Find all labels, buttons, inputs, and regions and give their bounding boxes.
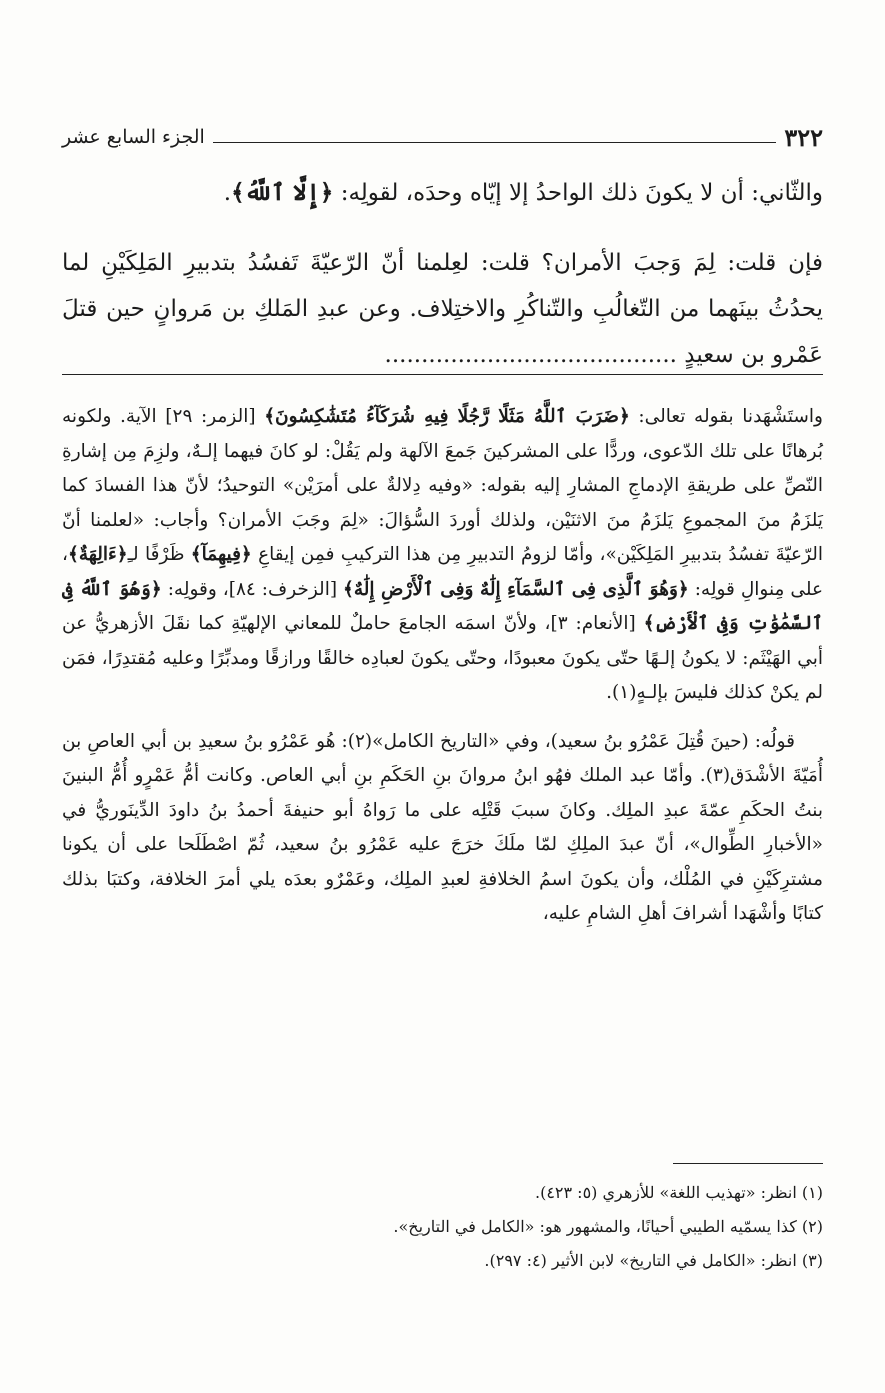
commentary-segment: ، على مِنوالِ قولِه: [62, 544, 824, 600]
commentary-segment: ظَرْفًا لـِ [127, 544, 191, 565]
footnotes [62, 1176, 823, 1278]
commentary [62, 400, 823, 932]
page-header [62, 120, 823, 154]
main-paragraph-1 [62, 170, 823, 216]
quran-quote: ﴿وَهُوَ ٱلَّذِى فِى ٱلسَّمَآءِ إِلَٰهٌ وَفِى ٱلْأَرْضِ إِلَٰهٌ﴾ [343, 578, 689, 600]
main-text [62, 170, 823, 378]
quran-quote: ﴿ءَالِهَةٌ﴾ [67, 544, 128, 565]
footnote: (١) انظر: «تهذيب اللغة» للأزهري (٥: ٤٢٣). [534, 1183, 823, 1202]
page-number: ٣٢٢ [784, 122, 823, 152]
footnote-divider [673, 1163, 823, 1164]
text-commentary-divider [62, 374, 823, 375]
commentary-segment: [الزخرف: ٨٤]، وقولِه: [161, 578, 344, 600]
quran-quote: ﴿وَهُوَ ٱللَّهُ فِى ٱلسَّمَٰوَٰتِ وَفِى ٱلْأَرْضِ﴾ [62, 578, 823, 634]
commentary-segment: [الأنعام: ٣]، ولأنّ اسمَه الجامعَ حاملٌ للمعاني الإلهيّةِ كما نقَلَ الأزهريُّ عن أبي الهَيْثَم: لا يكونُ إلـهًا حتّى يكونَ معبودًا، وحتّى يكونَ لعبادِه خالقًا ورازقًا ومدبِّرًا وعليه مُقتدِرًا، فمَن لم يكنْ كذلك فليسَ بإلـهٍ(١). [62, 613, 823, 703]
quran-quote: ﴿إِلَّا ٱللَّهُ﴾ [231, 179, 334, 206]
main-paragraph-2: فإن قلت: لِمَ وَجبَ الأمران؟ قلت: لعِلمنا أنّ الرّعيّةَ تَفسُدُ بتدبيرِ المَلِكَيْنِ لما يحدُثُ بينَهما من التّغالُبِ والتّناكُرِ والاختِلاف. وعن عبدِ المَلكِ بن مَروانٍ حين قتلَ عَمْرو بن سعيدٍ ........................................ [62, 250, 823, 368]
footnote: (٢) كذا يسمّيه الطيبي أحيانًا، والمشهور هو: «الكامل في التاريخ». [393, 1217, 823, 1236]
commentary-segment: واستَشْهَدنا بقوله تعالى: [629, 406, 823, 427]
running-title: الجزء السابع عشر [62, 126, 205, 148]
commentary-segment: [الزمر: ٢٩] الآية. ولكونه بُرهانًا على تلك الدّعوى، وردًّا على المشركينَ جَمعَ الآلهة ولم يَقُلْ: لو كانَ فيهما إلـهٌ، ولزِمَ مِن إشارةِ النّصِّ على طريقةِ الإدماجِ المشارِ إليه بقوله: «وفيه دِلالةٌ على أمرَيْن» التوحيدُ؛ لأنّ هذا الفسادَ كما يَلزَمُ منَ المجموعِ يَلزَمُ منَ الاثنَيْن، ولذلك أوردَ السُّؤالَ: «لِمَ وجَبَ الأمران؟ وأجاب: «لعلمنا أنّ الرّعيّةَ تفسُدُ بتدبيرِ المَلِكَيْن»، وأمّا لزومُ التدبيرِ مِن هذا التركيبِ فمِن إيقاعِ [62, 406, 823, 565]
quran-quote: ﴿فِيهِمَآ﴾ [190, 544, 252, 565]
quran-quote: ﴿ضَرَبَ ٱللَّهُ مَثَلًا رَّجُلًا فِيهِ شُرَكَآءُ مُتَشَٰكِسُونَ﴾ [264, 406, 630, 427]
commentary-paragraph-1 [62, 400, 823, 711]
header-rule [213, 142, 777, 143]
main-text-segment: . [223, 180, 232, 206]
commentary-paragraph-2: قولُه: (حينَ قُتِلَ عَمْرُو بنُ سعيد)، وفي «التاريخ الكامل»(٢): هُو عَمْرُو بنُ سعيدِ بن أبي العاصِ بن أُمَيّةَ الأشْدَق(٣). وأمّا عبد الملك فهُو ابنُ مروانَ بنِ الحَكَمِ بنِ أبي العاص. وكانت أمُّ عَمْرٍو أُمُّ البنينَ بنتُ الحكَمِ عمّةَ عبدِ الملِك. وكانَ سببَ قَتْلِه على ما رَواهُ أبو حنيفةَ أحمدُ بنُ داودَ الدِّينَوريُّ في «الأخبارِ الطِّوال»، أنّ عبدَ الملِكِ لمّا ملَكَ خرَجَ عليه عَمْرُو بنُ سعيد، ثُمّ اصْطَلَحا على أن يكونا مشترِكَيْنِ في المُلْك، وأن يكونَ اسمُ الخلافةِ لعبدِ الملِك، وعَمْرٌو بعدَه يلي أمرَ الخلافة، وكتبَا بذلك كتابًا وأشْهَدا أشرافَ أهلِ الشامِ عليه، [62, 730, 823, 924]
main-text-segment: والثّاني: أن لا يكونَ ذلك الواحدُ إلا إيّاه وحدَه، لقولِه: [333, 180, 823, 206]
footnote: (٣) انظر: «الكامل في التاريخ» لابن الأثير (٤: ٢٩٧). [484, 1251, 823, 1270]
